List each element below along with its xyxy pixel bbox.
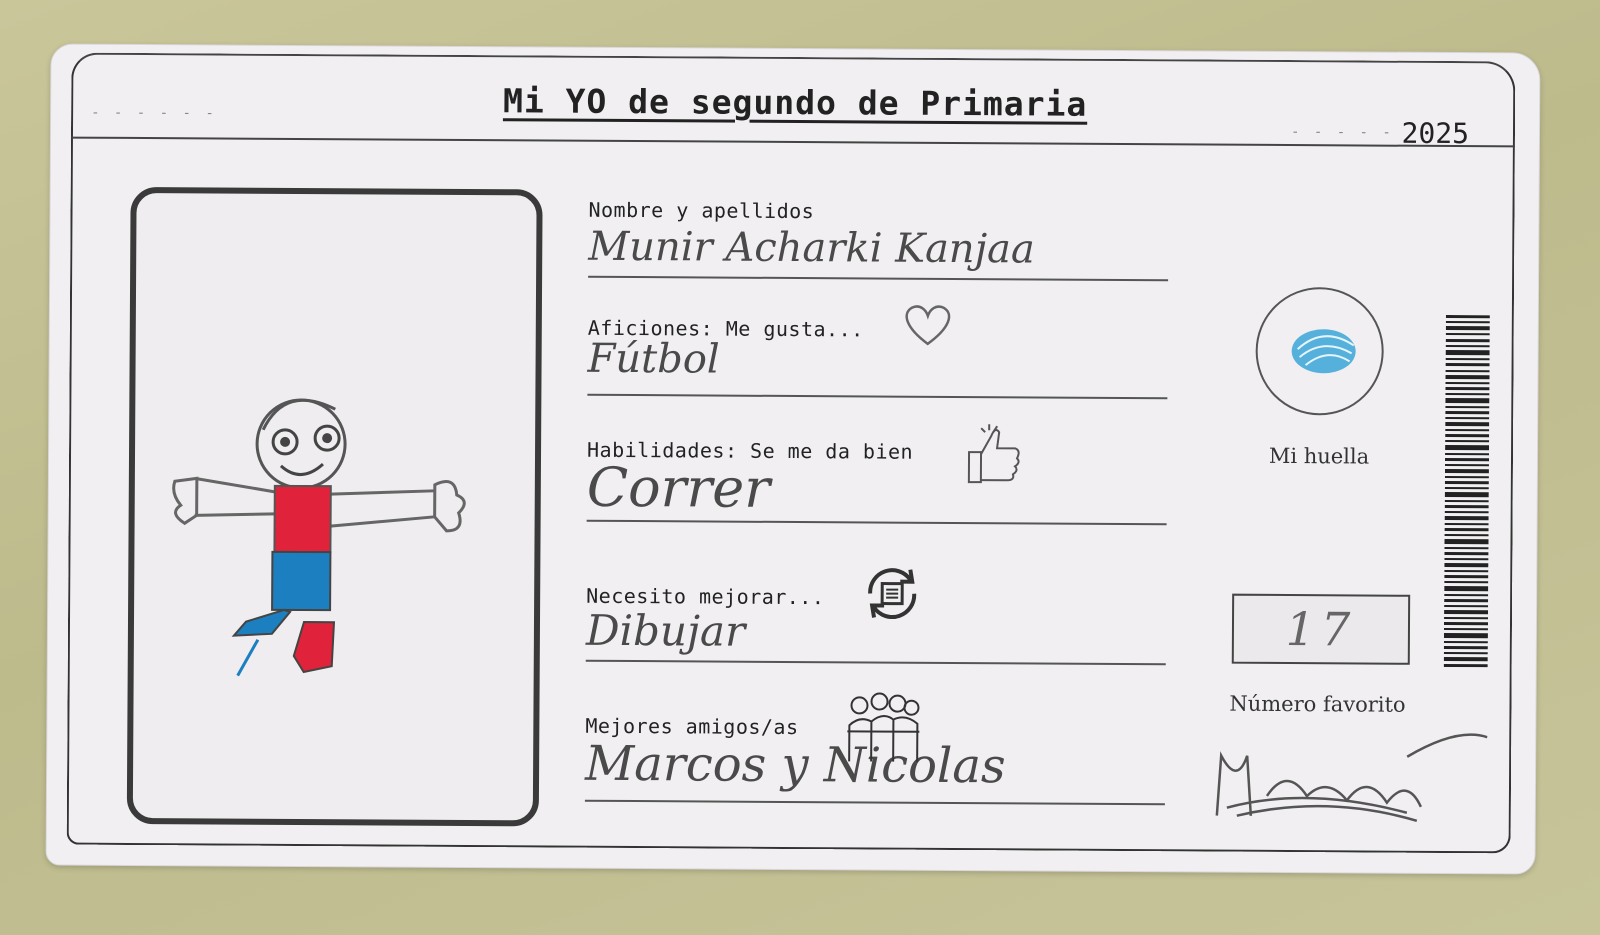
field-hobbies-label: Aficiones: Me gusta... (587, 315, 864, 342)
child-drawing-icon (133, 193, 525, 808)
field-friends-value: Marcos y Nicolas (584, 735, 1006, 795)
field-skills-value: Correr (586, 455, 771, 520)
thumbs-up-icon (963, 422, 1023, 486)
header-dashes-right: - - - - - (1290, 124, 1394, 141)
field-hobbies-value: Fútbol (587, 335, 720, 383)
field-hobbies (587, 315, 1168, 383)
fingerprint-circle (1255, 287, 1384, 416)
field-friends-label: Mejores amigos/as (585, 713, 799, 740)
signature-scribble (1207, 716, 1488, 838)
field-name-label: Nombre y apellidos (588, 197, 815, 224)
field-skills-label: Habilidades: Se me da bien (586, 437, 914, 464)
favorite-number-label: Número favorito (1229, 691, 1406, 717)
id-card (46, 43, 1541, 874)
field-name-value: Munir Acharki Kanjaa (588, 223, 1035, 273)
friends-group-icon (843, 691, 923, 765)
favorite-number-box (1232, 594, 1410, 665)
barcode-icon (1444, 315, 1490, 667)
field-skills (586, 437, 1167, 520)
field-improve-label: Necesito mejorar... (586, 583, 825, 610)
self-portrait-frame (127, 187, 543, 827)
fingerprint-icon (1257, 289, 1382, 414)
field-name (588, 197, 1168, 273)
card-title: Mi YO de segundo de Primaria (502, 81, 1088, 124)
heart-icon (898, 300, 958, 350)
refresh-list-icon (860, 561, 924, 625)
card-year: 2025 (1401, 116, 1470, 151)
header-dashes-left: - - - - - - (91, 104, 217, 122)
fingerprint-label: Mi huella (1268, 443, 1370, 469)
favorite-number-value: 17 (1285, 602, 1357, 657)
field-improve-value: Dibujar (585, 605, 746, 656)
